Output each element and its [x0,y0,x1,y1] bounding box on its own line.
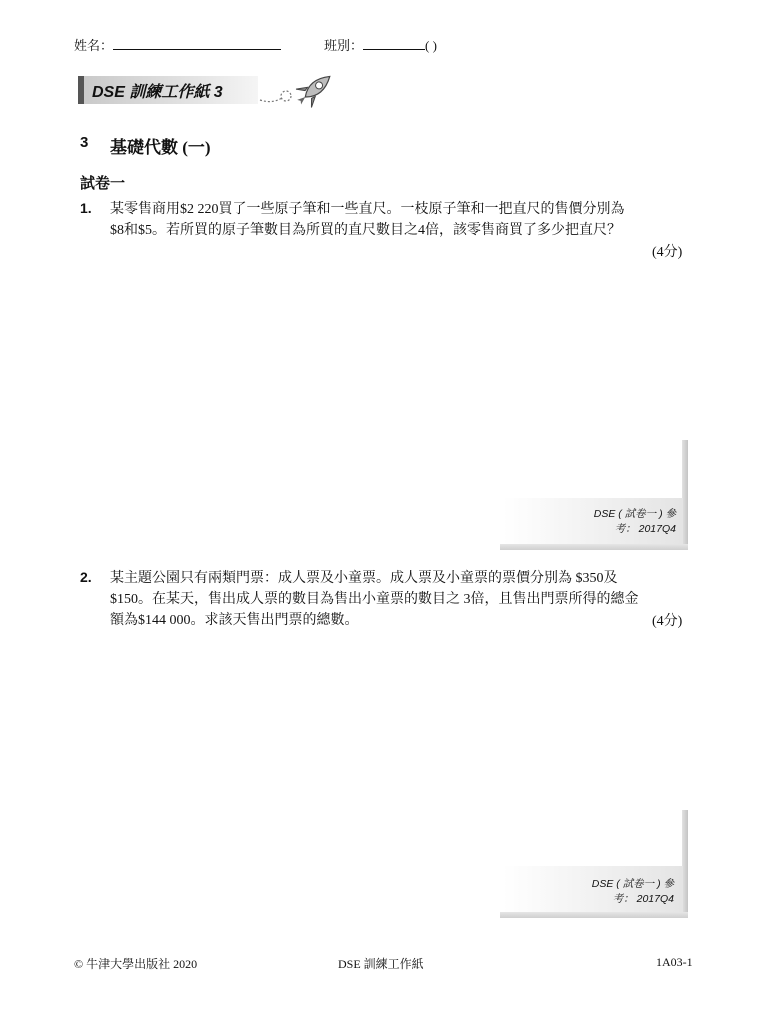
question-2-answer-area[interactable] [80,636,688,806]
question-1-line-1: 某零售商用$2 220買了一些原子筆和一些直尺。一枝原子筆和一把直尺的售價分別為 [110,202,625,217]
footer-title: DSE 訓練工作紙 [338,957,424,971]
name-field-row [74,35,281,54]
question-2-line-2: $150。在某天，售出成人票的數目為售出小童票的數目之 3倍，且售出門票所得的總金 [110,592,639,607]
reference-box-1-text [516,507,676,537]
reference-2-line-2: 考： 2017Q4 [612,893,674,905]
banner-marker [78,76,84,104]
reference-box-1-shadow-bottom [500,544,688,550]
class-label: 班別： [324,38,364,53]
reference-1-line-2: 考： 2017Q4 [614,523,676,535]
class-blank-line[interactable] [363,37,425,50]
question-1-text [110,199,688,241]
question-1-marks: (4分) [652,245,683,260]
reference-2-line-1: DSE ( 試卷一 ) 參 [591,878,674,890]
question-2-number: 2. [80,569,92,585]
question-2-text [110,568,688,631]
footer-publisher: © 牛津大學出版社 2020 [74,957,198,971]
question-2-marks: (4分) [652,614,683,629]
name-blank-line[interactable] [113,37,281,50]
question-1-answer-area[interactable] [80,266,688,436]
class-field-row [324,35,437,54]
name-label: 姓名： [74,38,114,53]
question-2-line-1: 某主題公園只有兩類門票：成人票及小童票。成人票及小童票的票價分別為 $350及 [110,571,618,586]
reference-1-line-1: DSE ( 試卷一 ) 參 [593,508,676,520]
worksheet-title: DSE 訓練工作紙 3 [92,84,223,101]
class-number-paren: ( ) [425,38,437,53]
reference-box-2-shadow-bottom [500,912,688,918]
question-1-number: 1. [80,200,92,216]
section-number: 3 [80,134,89,151]
section-title: 基礎代數 (一) [110,138,211,157]
footer-page-code: 1A03-1 [656,955,693,969]
paper-label: 試卷一 [80,176,126,192]
rocket-icon [258,66,342,110]
question-1-line-2: $8和$5。若所買的原子筆數目為所買的直尺數目之4倍，該零售商買了多少把直尺？ [110,223,621,238]
question-2-line-3: 額為$144 000。求該天售出門票的總數。 [110,613,359,628]
reference-box-2-text [514,877,674,907]
